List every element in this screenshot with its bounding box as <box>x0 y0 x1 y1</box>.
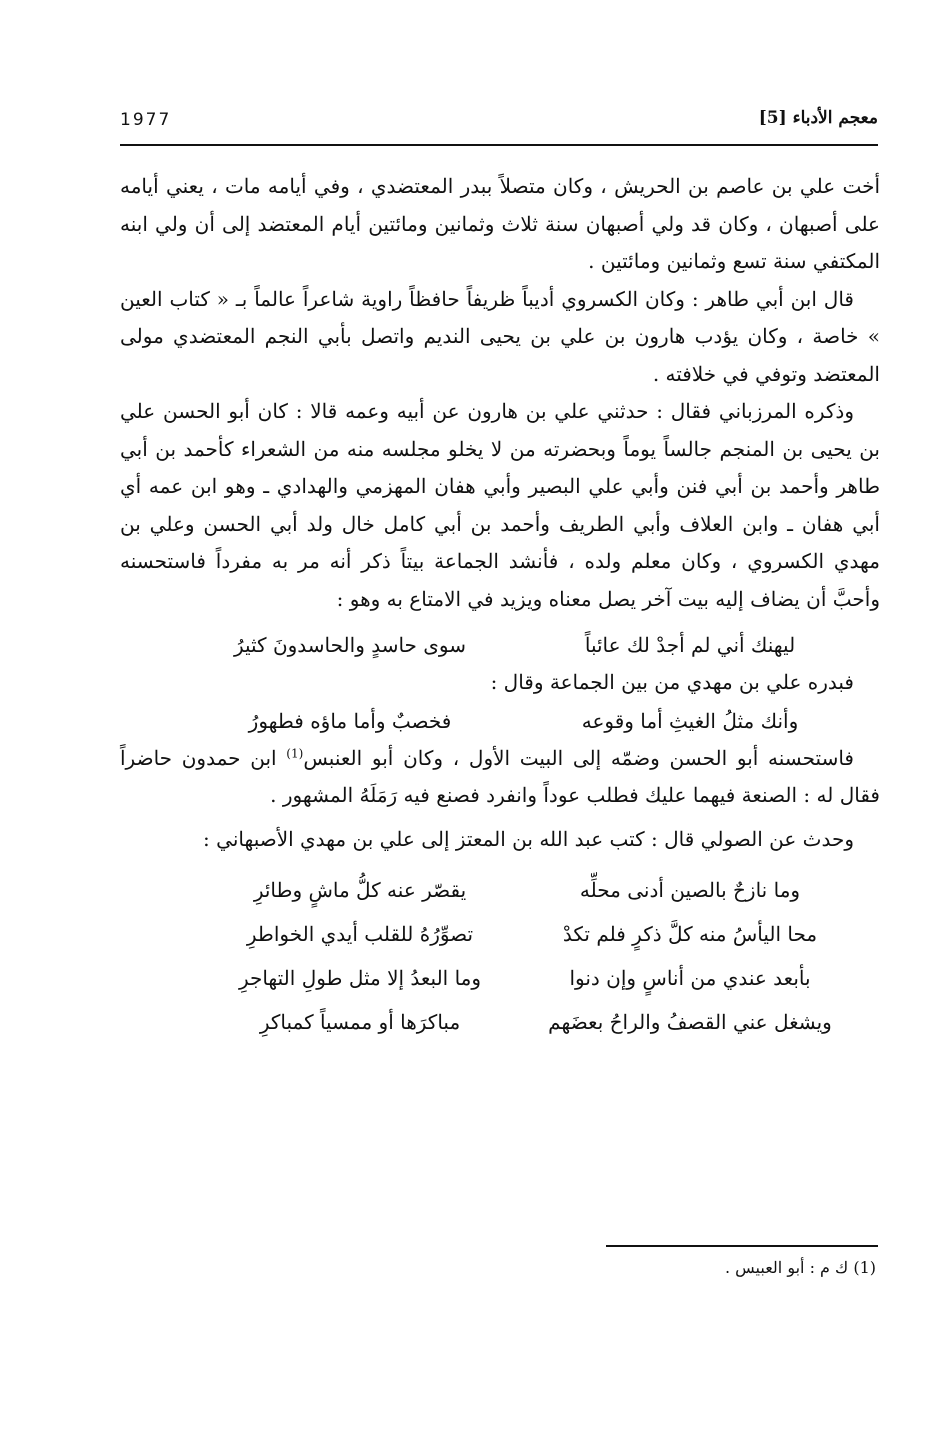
verse-1-second-hemistich: سوى حاسدٍ والحاسدونَ كثيرُ <box>233 633 467 657</box>
poem <box>120 868 880 1044</box>
poem-verse <box>120 912 880 956</box>
poem-first-hemistich: بأبعد عندي من أناسٍ وإن دنوا <box>569 966 811 990</box>
page-header <box>120 104 878 146</box>
poem-second-hemistich: يقصّر عنه كلُّ ماشٍ وطائرِ <box>253 878 467 902</box>
paragraph-4-after: ابن حمدون حاضراً فقال له : الصنعة فيهما عليك فطلب عوداً وانفرد فصنع فيه رَمَلَهُ المشهور . <box>120 745 880 807</box>
paragraph-2: قال ابن أبي طاهر : وكان الكسروي أديباً ظريفاً حافظاً راوية شاعراً عالماً بـ « كتاب العين » خاصة ، وكان يؤدب هارون بن علي بن يحيى النديم واتصل بأبي النجم المعتضدي مولى المعتضد وتوفي في خلافته . <box>120 286 880 386</box>
paragraph-4 <box>120 740 880 815</box>
poem-first-hemistich: ويشغل عني القصفُ والراحُ بعضَهم <box>548 1010 832 1034</box>
poem-verse <box>120 956 880 1000</box>
verse-2-second-hemistich: فخصبٌ وأما ماؤه فطهورُ <box>248 708 452 733</box>
running-title: معجم الأدباء [5] <box>758 108 878 128</box>
poem-first-hemistich: محا اليأسُ منه كلَّ ذكرٍ فلم تكدْ <box>562 922 818 946</box>
poem-first-hemistich: وما نازحٌ بالصين أدنى محلِّه <box>579 878 801 902</box>
footnote-divider <box>606 1245 878 1247</box>
paragraph-4-before: فاستحسنه أبو الحسن وضمّه إلى البيت الأول ، وكان أبو العنبس <box>303 745 854 770</box>
page-body <box>120 168 880 1044</box>
verse-1 <box>120 626 880 664</box>
paragraph-5: وحدث عن الصولي قال : كتب عبد الله بن المعتز إلى علي بن مهدي الأصبهاني : <box>203 826 854 851</box>
verse-1-first-hemistich: ليهنك أني لم أجدْ لك عائباً <box>584 633 796 657</box>
verse-2-first-hemistich: وأنك مثلُ الغيثِ أما وقوعه <box>581 708 799 733</box>
verse-2 <box>120 702 880 740</box>
poem-verse <box>120 868 880 912</box>
poem-second-hemistich: مباكرَها أو ممسياً كمباكرِ <box>259 1010 461 1034</box>
poem-second-hemistich: وما البعدُ إلا مثل طولِ التهاجرِ <box>238 966 482 990</box>
poem-second-hemistich: تصوِّرُهُ للقلب أيدي الخواطرِ <box>246 922 474 946</box>
paragraph-3: وذكره المرزباني فقال : حدثني علي بن هارون عن أبيه وعمه قالا : كان أبو الحسن علي بن يحيى بن المنجم جالساً يوماً وبحضرته من لا يخلو مجلسه منه من الشعراء كأحمد بن أبي طاهر وأحمد بن أبي فنن وأبي علي البصير وأبي هفان المهزمي والهدادي ـ وهو ابن عمه أي أبي هفان ـ وابن العلاف وأبي الطريف وأحمد بن أبي كامل خال ولد أبي الحسن وعلي بن مهدي الكسروي ، وكان معلم ولده ، فأنشد الجماعة بيتاً ذكر أنه مر به مفرداً فاستحسنه وأحبَّ أن يضاف إليه بيت آخر يصل معناه ويزيد في الامتاع به وهو : <box>120 399 880 611</box>
poem-verse <box>120 1000 880 1044</box>
footnote: (1) ك م : أبو العبيس . <box>724 1258 876 1277</box>
badara-line: فبدره علي بن مهدي من بين الجماعة وقال : <box>490 670 854 694</box>
page-number: 1977 <box>120 110 172 130</box>
paragraph-1: أخت علي بن عاصم بن الحريش ، وكان متصلاً ببدر المعتضدي ، وفي أيامه مات ، يعني أيامه على أصبهان ، وكان قد ولي أصبهان سنة ثلاث وثمانين ومائتين أيام المعتضد إلى أن ولي ابنه المكتفي سنة تسع وثمانين ومائتين . <box>120 174 880 273</box>
footnote-marker: (1) <box>286 745 304 760</box>
